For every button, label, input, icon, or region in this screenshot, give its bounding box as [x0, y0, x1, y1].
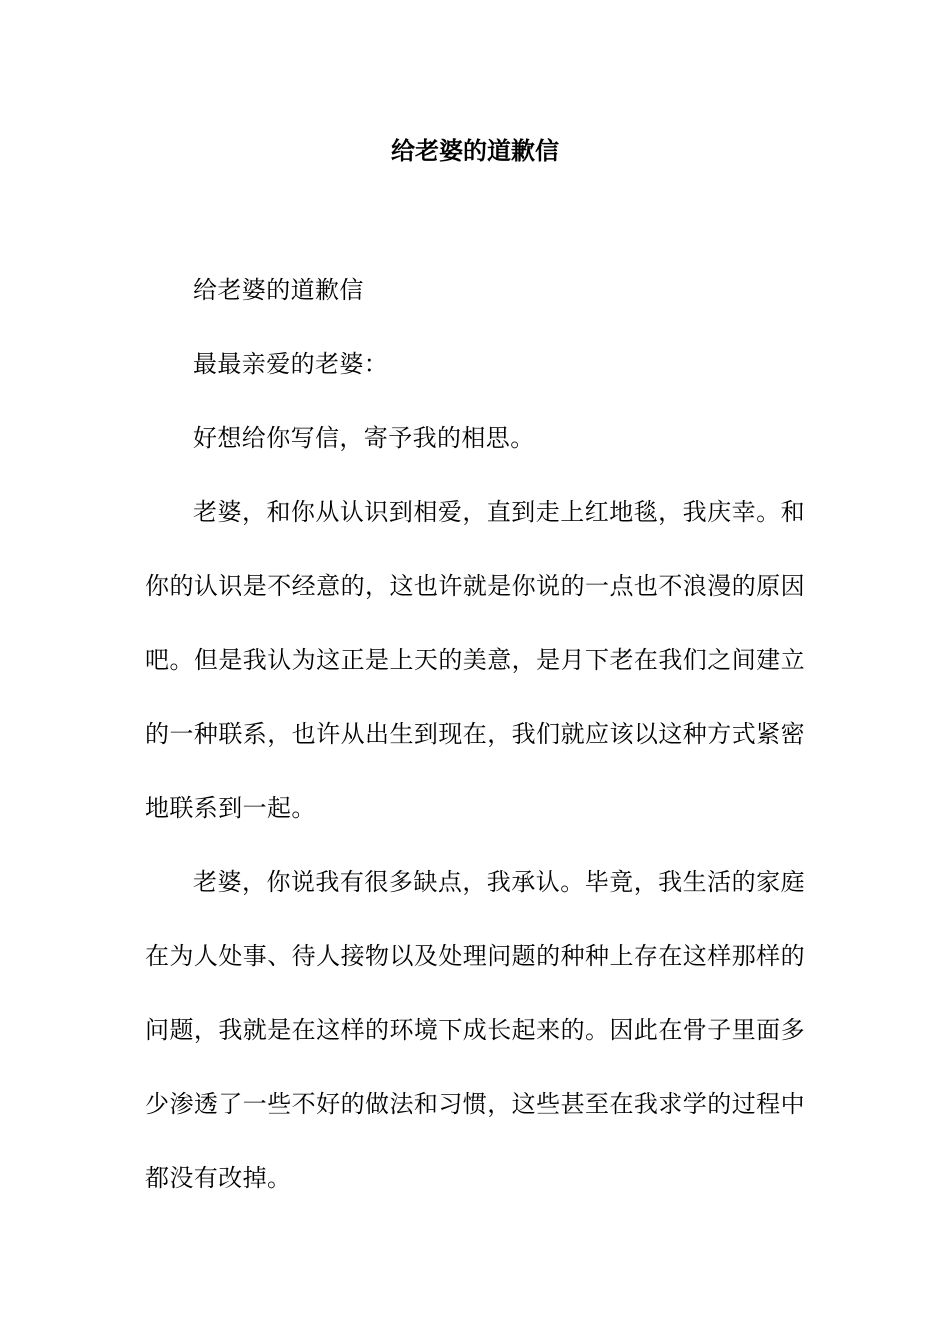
- letter-body: [145, 253, 805, 1215]
- letter-paragraph: 老婆，和你从认识到相爱，直到走上红地毯，我庆幸。和你的认识是不经意的，这也许就是你说的一点也不浪漫的原因吧。但是我认为这正是上天的美意，是月下老在我们之间建立的一种联系，也许从出生到现在，我们就应该以这种方式紧密地联系到一起。: [145, 498, 805, 822]
- letter-paragraph: 老婆，你说我有很多缺点，我承认。毕竟，我生活的家庭在为人处事、待人接物以及处理问题的种种上存在这样那样的问题，我就是在这样的环境下成长起来的。因此在骨子里面多少渗透了一些不好的做法和习惯，这些甚至在我求学的过程中都没有改掉。: [145, 868, 805, 1192]
- letter-salutation: 最最亲爱的老婆：: [193, 350, 389, 378]
- document-title: 给老婆的道歉信: [391, 136, 559, 165]
- letter-paragraph: 好想给你写信，寄予我的相思。: [193, 424, 535, 452]
- letter-heading: 给老婆的道歉信: [193, 276, 364, 304]
